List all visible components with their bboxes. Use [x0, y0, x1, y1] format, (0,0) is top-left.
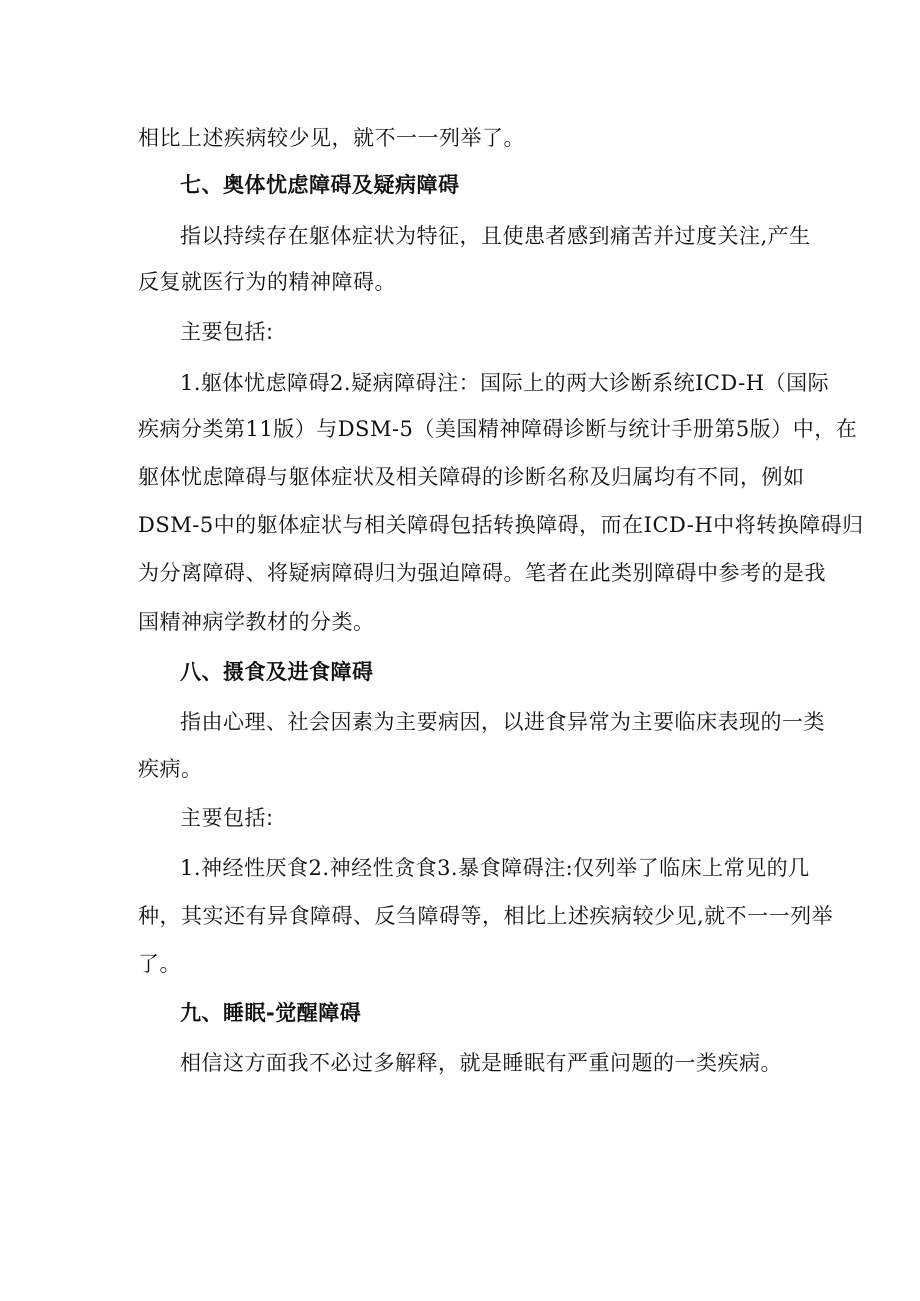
body-line: 指由心理、社会因素为主要病因，以进食异常为主要临床表现的一类 [180, 710, 825, 734]
body-line: 躯体忧虑障碍与躯体症状及相关障碍的诊断名称及归属均有不同，例如 [138, 465, 805, 489]
body-line: 相比上述疾病较少见，就不一一列举了。 [138, 126, 525, 150]
body-line: 指以持续存在躯体症状为特征，且使患者感到痛苦并过度关注,产生 [180, 224, 811, 248]
body-line: 疾病。 [138, 757, 203, 781]
body-line: 1.躯体忧虑障碍2.疑病障碍注：国际上的两大诊断系统ICD-H（国际 [180, 371, 830, 395]
subheading-main-includes: 主要包括: [180, 806, 274, 830]
body-line: 相信这方面我不必过多解释，就是睡眠有严重问题的一类疾病。 [180, 1051, 782, 1075]
body-line: 疾病分类第11版）与DSM-5（美国精神障碍诊断与统计手册第5版）中，在 [138, 417, 858, 441]
section-heading-8: 八、摄食及进食障碍 [180, 660, 374, 684]
section-heading-9: 九、睡眠-觉醒障碍 [180, 1001, 362, 1025]
section-heading-7: 七、奥体忧虑障碍及疑病障碍 [180, 173, 460, 197]
body-line: DSM-5中的躯体症状与相关障碍包括转换障碍，而在ICD-H中将转换障碍归 [138, 513, 864, 537]
body-line: 1.神经性厌食2.神经性贪食3.暴食障碍注:仅列举了临床上常见的几 [180, 856, 810, 880]
body-line: 反复就医行为的精神障碍。 [138, 270, 396, 294]
body-line: 了。 [138, 952, 181, 976]
body-line: 种，其实还有异食障碍、反刍障碍等，相比上述疾病较少见,就不一一列举 [138, 904, 834, 928]
body-line: 为分离障碍、将疑病障碍归为强迫障碍。笔者在此类别障碍中参考的是我 [138, 561, 826, 585]
body-line: 国精神病学教材的分类。 [138, 610, 375, 634]
subheading-main-includes: 主要包括: [180, 320, 274, 344]
